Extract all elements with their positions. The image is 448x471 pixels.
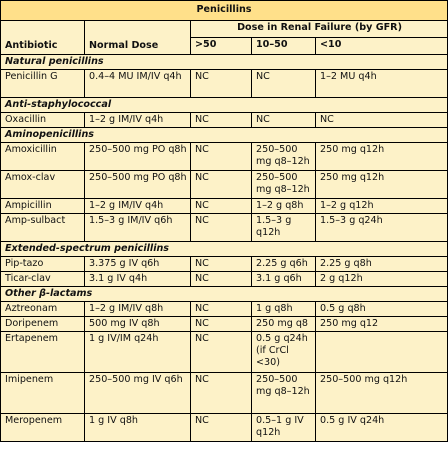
group-row — [1, 287, 448, 302]
normal-dose: 3.375 g IV q6h — [85, 257, 191, 272]
dose-gfr-10-50: 3.1 g q6h — [252, 272, 316, 287]
group-label: Extended-spectrum penicillins — [1, 242, 448, 257]
drug-name: Amp-sulbact — [1, 214, 85, 242]
normal-dose: 1–2 g IM/IV q8h — [85, 302, 191, 317]
dose-gfr-gt50: NC — [191, 332, 252, 373]
dose-gfr-lt10: 250 mg q12h — [316, 171, 448, 199]
dose-gfr-10-50: 250–500 mg q8–12h — [252, 143, 316, 171]
dose-gfr-lt10: 250–500 mg q12h — [316, 373, 448, 414]
header-gfr-10-50: 10–50 — [252, 38, 316, 55]
group-row — [1, 128, 448, 143]
drug-name: Pip-tazo — [1, 257, 85, 272]
dose-gfr-lt10: 250 mg q12 — [316, 317, 448, 332]
dose-gfr-gt50: NC — [191, 143, 252, 171]
dose-gfr-lt10 — [316, 332, 448, 373]
dose-gfr-gt50: NC — [191, 214, 252, 242]
normal-dose: 1 g IV q8h — [85, 414, 191, 442]
dose-gfr-lt10: 2 g q12h — [316, 272, 448, 287]
header-gfr-gt50: >50 — [191, 38, 252, 55]
drug-name: Penicillin G — [1, 70, 85, 98]
group-label: Anti-staphylococcal — [1, 98, 448, 113]
dose-gfr-gt50: NC — [191, 302, 252, 317]
header-renal-failure: Dose in Renal Failure (by GFR) — [191, 21, 448, 38]
normal-dose: 0.4–4 MU IM/IV q4h — [85, 70, 191, 98]
dose-gfr-gt50: NC — [191, 317, 252, 332]
dose-gfr-gt50: NC — [191, 199, 252, 214]
dose-gfr-lt10: 2.25 g q8h — [316, 257, 448, 272]
normal-dose: 250–500 mg PO q8h — [85, 171, 191, 199]
normal-dose: 500 mg IV q8h — [85, 317, 191, 332]
dose-gfr-10-50: NC — [252, 70, 316, 98]
drug-name: Ticar-clav — [1, 272, 85, 287]
group-label: Natural penicillins — [1, 55, 448, 70]
table-row — [1, 317, 448, 332]
table-row — [1, 332, 448, 373]
drug-name: Amox-clav — [1, 171, 85, 199]
dose-gfr-10-50: 250–500 mg q8–12h — [252, 171, 316, 199]
group-row — [1, 98, 448, 113]
drug-name: Imipenem — [1, 373, 85, 414]
dose-gfr-lt10: 250 mg q12h — [316, 143, 448, 171]
group-label: Aminopenicillins — [1, 128, 448, 143]
dose-gfr-lt10: 0.5 g IV q24h — [316, 414, 448, 442]
table-title: Penicillins — [1, 1, 448, 21]
table-row — [1, 143, 448, 171]
dose-gfr-10-50: 250–500 mg q8–12h — [252, 373, 316, 414]
dose-gfr-10-50: 1–2 g q8h — [252, 199, 316, 214]
normal-dose: 1.5–3 g IM/IV q6h — [85, 214, 191, 242]
dose-gfr-gt50: NC — [191, 257, 252, 272]
dose-gfr-gt50: NC — [191, 272, 252, 287]
drug-name: Aztreonam — [1, 302, 85, 317]
drug-name: Amoxicillin — [1, 143, 85, 171]
normal-dose: 3.1 g IV q4h — [85, 272, 191, 287]
dose-gfr-gt50: NC — [191, 373, 252, 414]
dose-gfr-10-50: 1 g q8h — [252, 302, 316, 317]
normal-dose: 1–2 g IM/IV q4h — [85, 199, 191, 214]
table-row — [1, 257, 448, 272]
dose-gfr-lt10: 1–2 MU q4h — [316, 70, 448, 98]
dose-gfr-gt50: NC — [191, 70, 252, 98]
table-row — [1, 373, 448, 414]
table-row — [1, 414, 448, 442]
drug-name: Oxacillin — [1, 113, 85, 128]
table-row — [1, 70, 448, 98]
table-row — [1, 302, 448, 317]
dose-gfr-gt50: NC — [191, 113, 252, 128]
normal-dose: 1–2 g IM/IV q4h — [85, 113, 191, 128]
dose-gfr-lt10: 1–2 g q12h — [316, 199, 448, 214]
dose-gfr-lt10: NC — [316, 113, 448, 128]
dose-gfr-10-50: NC — [252, 113, 316, 128]
header-normal-dose: Normal Dose — [85, 21, 191, 55]
dose-gfr-lt10: 0.5 g q8h — [316, 302, 448, 317]
dose-gfr-10-50: 0.5 g q24h (if CrCl <30) — [252, 332, 316, 373]
dose-gfr-10-50: 2.25 g q6h — [252, 257, 316, 272]
normal-dose: 250–500 mg IV q6h — [85, 373, 191, 414]
group-row — [1, 55, 448, 70]
normal-dose: 1 g IV/IM q24h — [85, 332, 191, 373]
dose-gfr-gt50: NC — [191, 171, 252, 199]
dose-gfr-gt50: NC — [191, 414, 252, 442]
dose-gfr-10-50: 1.5–3 g q12h — [252, 214, 316, 242]
table-row — [1, 214, 448, 242]
drug-name: Doripenem — [1, 317, 85, 332]
group-row — [1, 242, 448, 257]
normal-dose: 250–500 mg PO q8h — [85, 143, 191, 171]
table-row — [1, 199, 448, 214]
dose-gfr-lt10: 1.5–3 g q24h — [316, 214, 448, 242]
header-gfr-lt10: <10 — [316, 38, 448, 55]
table-row — [1, 171, 448, 199]
group-label: Other β-lactams — [1, 287, 448, 302]
dose-gfr-10-50: 0.5–1 g IV q12h — [252, 414, 316, 442]
drug-name: Ampicillin — [1, 199, 85, 214]
table-title-row — [1, 1, 448, 21]
dose-gfr-10-50: 250 mg q8 — [252, 317, 316, 332]
drug-name: Meropenem — [1, 414, 85, 442]
table-row — [1, 113, 448, 128]
table-row — [1, 272, 448, 287]
drug-name: Ertapenem — [1, 332, 85, 373]
header-antibiotic: Antibiotic — [1, 21, 85, 55]
header-row-1 — [1, 21, 448, 38]
